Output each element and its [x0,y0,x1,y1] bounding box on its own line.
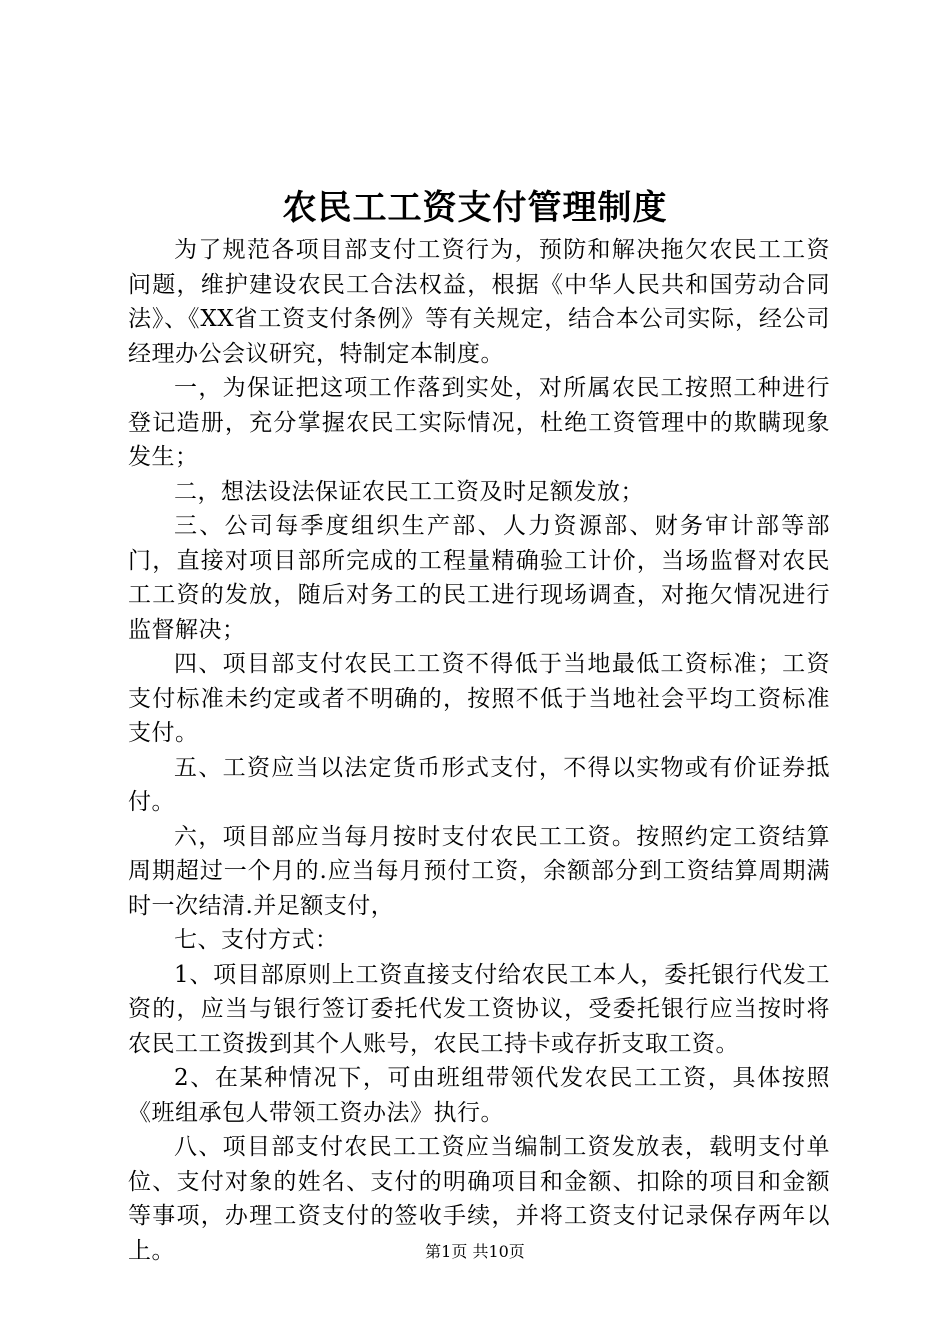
paragraph-8: 八、项目部支付农民工工资应当编制工资发放表，载明支付单位、支付对象的姓名、支付的明确项目和金额、扣除的项目和金额等事项，办理工资支付的签收手续，并将工资支付记录保存两年以上。 [128,1134,830,1264]
paragraph-1: 一，为保证把这项工作落到实处，对所属农民工按照工种进行登记造册，充分掌握农民工实际情况，杜绝工资管理中的欺瞒现象发生； [128,375,830,470]
paragraph-7-1: 1、项目部原则上工资直接支付给农民工本人，委托银行代发工资的，应当与银行签订委托代发工资协议，受委托银行应当按时将农民工工资拨到其个人账号，农民工持卡或存折支取工资。 [128,961,830,1057]
document-title: 农民工工资支付管理制度 [282,188,668,228]
paragraph-4: 四、项目部支付农民工工资不得低于当地最低工资标准；工资支付标准未约定或者不明确的，按照不低于当地社会平均工资标准支付。 [128,651,830,746]
paragraph-6: 六，项目部应当每月按时支付农民工工资。按照约定工资结算周期超过一个月的.应当每月预付工资，余额部分到工资结算周期满时一次结清.并足额支付， [128,823,830,919]
paragraph-7-2: 2、在某种情况下，可由班组带领代发农民工工资，具体按照《班组承包人带领工资办法》执行。 [128,1065,830,1126]
page-number-footer: 第1页 共10页 [425,1242,525,1261]
paragraph-2: 二，想法设法保证农民工工资及时足额发放； [174,478,644,505]
paragraph-5: 五、工资应当以法定货币形式支付，不得以实物或有价证券抵付。 [128,754,830,815]
document-body [128,233,830,1268]
paragraph-3: 三、公司每季度组织生产部、人力资源部、财务审计部等部门，直接对项目部所完成的工程量精确验工计价，当场监督对农民工工资的发放，随后对务工的民工进行现场调查，对拖欠情况进行监督解决； [128,513,830,643]
paragraph-intro: 为了规范各项目部支付工资行为，预防和解决拖欠农民工工资问题，维护建设农民工合法权益，根据《中华人民共和国劳动合同法》、《XX省工资支付条例》等有关规定，结合本公司实际，经公司经理办公会议研究，特制定本制度。 [128,237,830,367]
paragraph-7: 七、支付方式： [174,927,339,953]
